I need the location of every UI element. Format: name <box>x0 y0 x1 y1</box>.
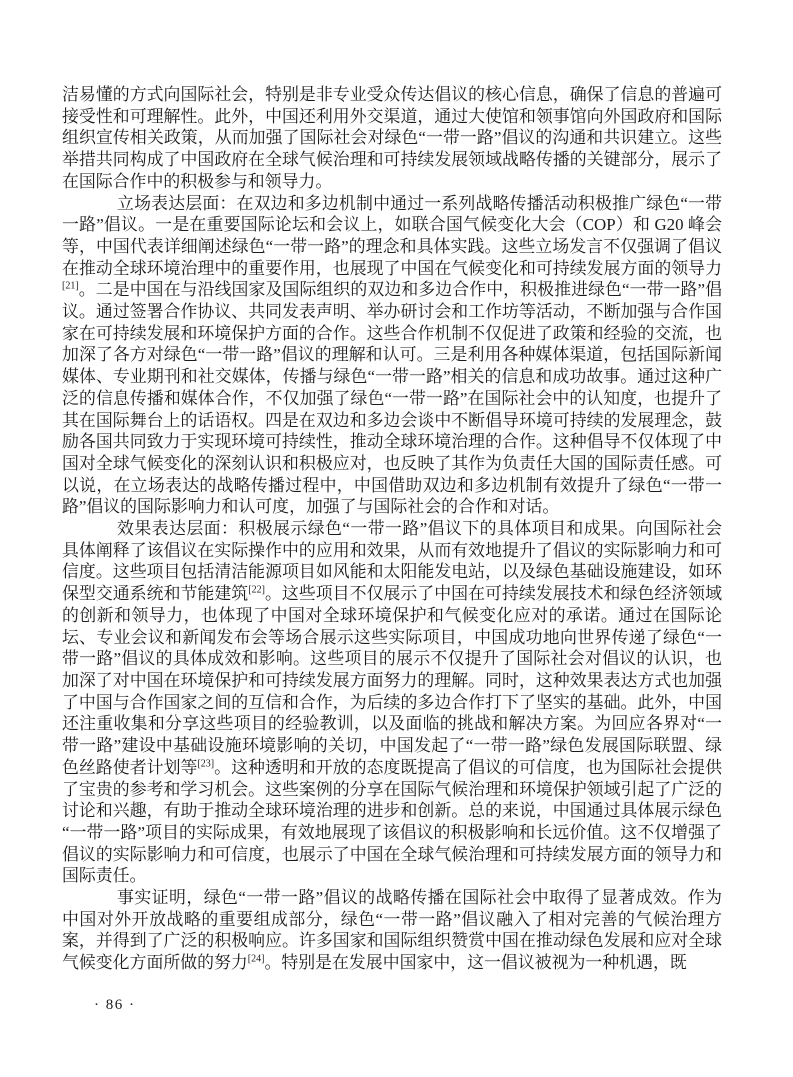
citation-reference: [23] <box>197 758 215 770</box>
citation-reference: [24] <box>247 953 265 965</box>
paragraph <box>62 518 722 887</box>
paragraph-text: 效果表达层面：积极展示绿色“一带一路”倡议下的具体项目和成果。向国际社会具体阐释了该倡议在实际操作中的应用和效果，从而有效地提升了倡议的实际影响力和可信度。这些项目包括清洁能源项目如风能和太阳能发电站，以及绿色基础设施建设，如环保型交通系统和节能建筑 <box>62 519 722 604</box>
body-text <box>62 84 722 974</box>
paragraph-text: 。特别是在发展中国家中，这一倡议被视为一种机遇，既 <box>264 953 687 973</box>
citation-reference: [22] <box>248 584 265 596</box>
page-number: · 86 · <box>94 997 136 1013</box>
paragraph <box>62 84 722 193</box>
paragraph-text: 。这些项目不仅展示了中国在可持续发展技术和绿色经济领域的创新和领导力，也体现了中国对全球环境保护和气候变化应对的承诺。通过在国际论坛、专业会议和新闻发布会等场合展示这些实际项目，中国成功地向世界传递了绿色“一带一路”倡议的具体成效和影响。这些项目的展示不仅提升了国际社会对倡议的认识，也加深了对中国在环境保护和可持续发展方面努力的理解。同时，这种效果表达方式也加强了中国与合作国家之间的互信和合作，为后续的多边合作打下了坚实的基础。此外，中国还注重收集和分享这些项目的经验教训，以及面临的挑战和解决方案。为回应各界对“一带一路”建设中基础设施环境影响的关切，中国发起了“一带一路”绿色发展国际联盟、绿色丝路使者计划等 <box>62 584 723 777</box>
paragraph <box>62 887 722 974</box>
paragraph-text: 。这种透明和开放的态度既提高了倡议的可信度，也为国际社会提供了宝贵的参考和学习机会。这些案例的分享在国际气候治理和环境保护领域引起了广泛的讨论和兴趣，有助于推动全球环境治理的进步和创新。总的来说，中国通过具体展示绿色“一带一路”项目的实际成果，有效地展现了该倡议的积极影响和长远价值。这不仅增强了倡议的实际影响力和可信度，也展示了中国在全球气候治理和可持续发展方面的领导力和国际责任。 <box>62 757 722 886</box>
paragraph-text: 事实证明，绿色“一带一路”倡议的战略传播在国际社会中取得了显著成效。作为中国对外开放战略的重要组成部分，绿色“一带一路”倡议融入了相对完善的气候治理方案，并得到了广泛的积极响应。许多国家和国际组织赞赏中国在推动绿色发展和应对全球气候变化方面所做的努力 <box>62 888 722 973</box>
paragraph-text: 立场表达层面：在双边和多边机制中通过一系列战略传播活动积极推广绿色“一带一路”倡议。一是在重要国际论坛和会议上，如联合国气候变化大会（COP）和 G20 峰会等，中国代表详细阐述绿色“一带一路”的理念和具体实践。这些立场发言不仅强调了倡议在推动全球环境治理中的重要作用，也展现了中国在气候变化和可持续发展方面的领导力 <box>62 193 722 278</box>
paragraph-text: 。二是中国在与沿线国家及国际组织的双边和多边合作中，积极推进绿色“一带一路”倡议。通过签署合作协议、共同发表声明、举办研讨会和工作坊等活动，不断加强与合作国家在可持续发展和环境保护方面的合作。这些合作机制不仅促进了政策和经验的交流，也加深了各方对绿色“一带一路”倡议的理解和认可。三是利用各种媒体渠道，包括国际新闻媒体、专业期刊和社交媒体，传播与绿色“一带一路”相关的信息和成功故事。通过这种广泛的信息传播和媒体合作，不仅加强了绿色“一带一路”在国际社会中的认知度，也提升了其在国际舞台上的话语权。四是在双边和多边会谈中不断倡导环境可持续的发展理念，鼓励各国共同致力于实现环境可持续性，推动全球环境治理的合作。这种倡导不仅体现了中国对全球气候变化的深刻认识和积极应对，也反映了其作为负责任大国的国际责任感。可以说，在立场表达的战略传播过程中，中国借助双边和多边机制有效提升了绿色“一带一路”倡议的国际影响力和认可度，加强了与国际社会的合作和对话。 <box>62 280 722 517</box>
citation-reference: [21] <box>62 280 79 292</box>
paragraph <box>62 193 722 519</box>
paragraph-text: 洁易懂的方式向国际社会，特别是非专业受众传达倡议的核心信息，确保了信息的普遍可接受性和可理解性。此外，中国还利用外交渠道，通过大使馆和领事馆向外国政府和国际组织宣传相关政策，从而加强了国际社会对绿色“一带一路”倡议的沟通和共识建立。这些举措共同构成了中国政府在全球气候治理和可持续发展领域战略传播的关键部分，展示了在国际合作中的积极参与和领导力。 <box>62 85 722 191</box>
